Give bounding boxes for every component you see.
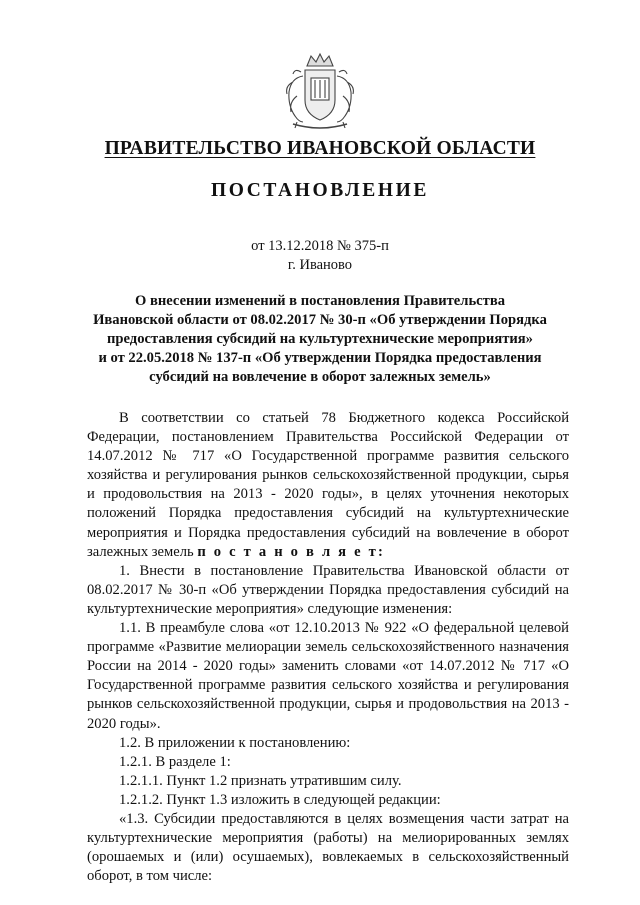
date-number-line: от 13.12.2018 № 375-п [251, 238, 389, 254]
preamble-paragraph [87, 409, 569, 562]
subject-line: и от 22.05.2018 № 137-п «Об утверждении Порядка предоставления [98, 350, 542, 366]
item-1-2: 1.2. В приложении к постановлению: [119, 734, 351, 751]
subject-line: Ивановской области от 08.02.2017 № 30-п «Об утверждении Порядка [93, 312, 547, 328]
subject-line: субсидий на вовлечение в оборот залежных земель» [149, 369, 491, 385]
item-1: 1. Внести в постановление Правительства Ивановской области от 08.02.2017 № 30-п «Об утверждении Порядка предоставления субсидий на культуртехнические мероприятия» следующие изменения: [87, 562, 569, 617]
item-1-2-1: 1.2.1. В разделе 1: [119, 753, 231, 770]
item-1-2-1-2: 1.2.1.2. Пункт 1.3 изложить в следующей редакции: [119, 791, 441, 808]
subject-line: О внесении изменений в постановления Правительства [134, 293, 506, 309]
document-type-heading: ПОСТАНОВЛЕНИЕ [210, 180, 430, 201]
city-line: г. Иваново [287, 257, 353, 273]
item-1-2-1-1: 1.2.1.1. Пункт 1.2 признать утратившим силу. [119, 772, 402, 789]
item-1-3-quote: «1.3. Субсидии предоставляются в целях возмещения части затрат на культуртехнические мероприятия (работы) на мелиорированных землях (орошаемых и (или) осушаемых), вовлекаемых в сельскохозяйственный оборот, в том числе: [87, 810, 569, 885]
preamble-text: В соответствии со статьей 78 Бюджетного кодекса Российской Федерации, постановлением Правительства Российской Федерации от 14.07.2012 № 717 «О Государственной программе развития сельского хозяйства и регулирования рынков сельскохозяйственной продукции, сырья и продовольствия на 2013 - 2020 годы», в целях уточнения некоторых положений Порядка предоставления субсидий на культуртехнические мероприятия и Порядка предоставления субсидий на вовлечение в оборот залежных земель [87, 410, 569, 560]
coat-of-arms-emblem [283, 52, 357, 132]
resolves-word: п о с т а н о в л я е т: [197, 543, 386, 560]
item-1-1: 1.1. В преамбуле слова «от 12.10.2013 № 922 «О федеральной целевой программе «Развитие мелиорации земель сельскохозяйственного назначения России на 2014 - 2020 годы» заменить словами «от 14.07.2012 № 717 «О Государственной программе развития сельского хозяйства и регулирования рынков сельскохозяйственной продукции, сырья и продовольствия на 2013 - 2020 годы». [87, 620, 569, 732]
organization-title: ПРАВИТЕЛЬСТВО ИВАНОВСКОЙ ОБЛАСТИ [104, 138, 536, 159]
subject-line: предоставления субсидий на культуртехнические мероприятия» [107, 331, 533, 347]
document-subject [60, 292, 580, 387]
document-body [87, 409, 569, 886]
